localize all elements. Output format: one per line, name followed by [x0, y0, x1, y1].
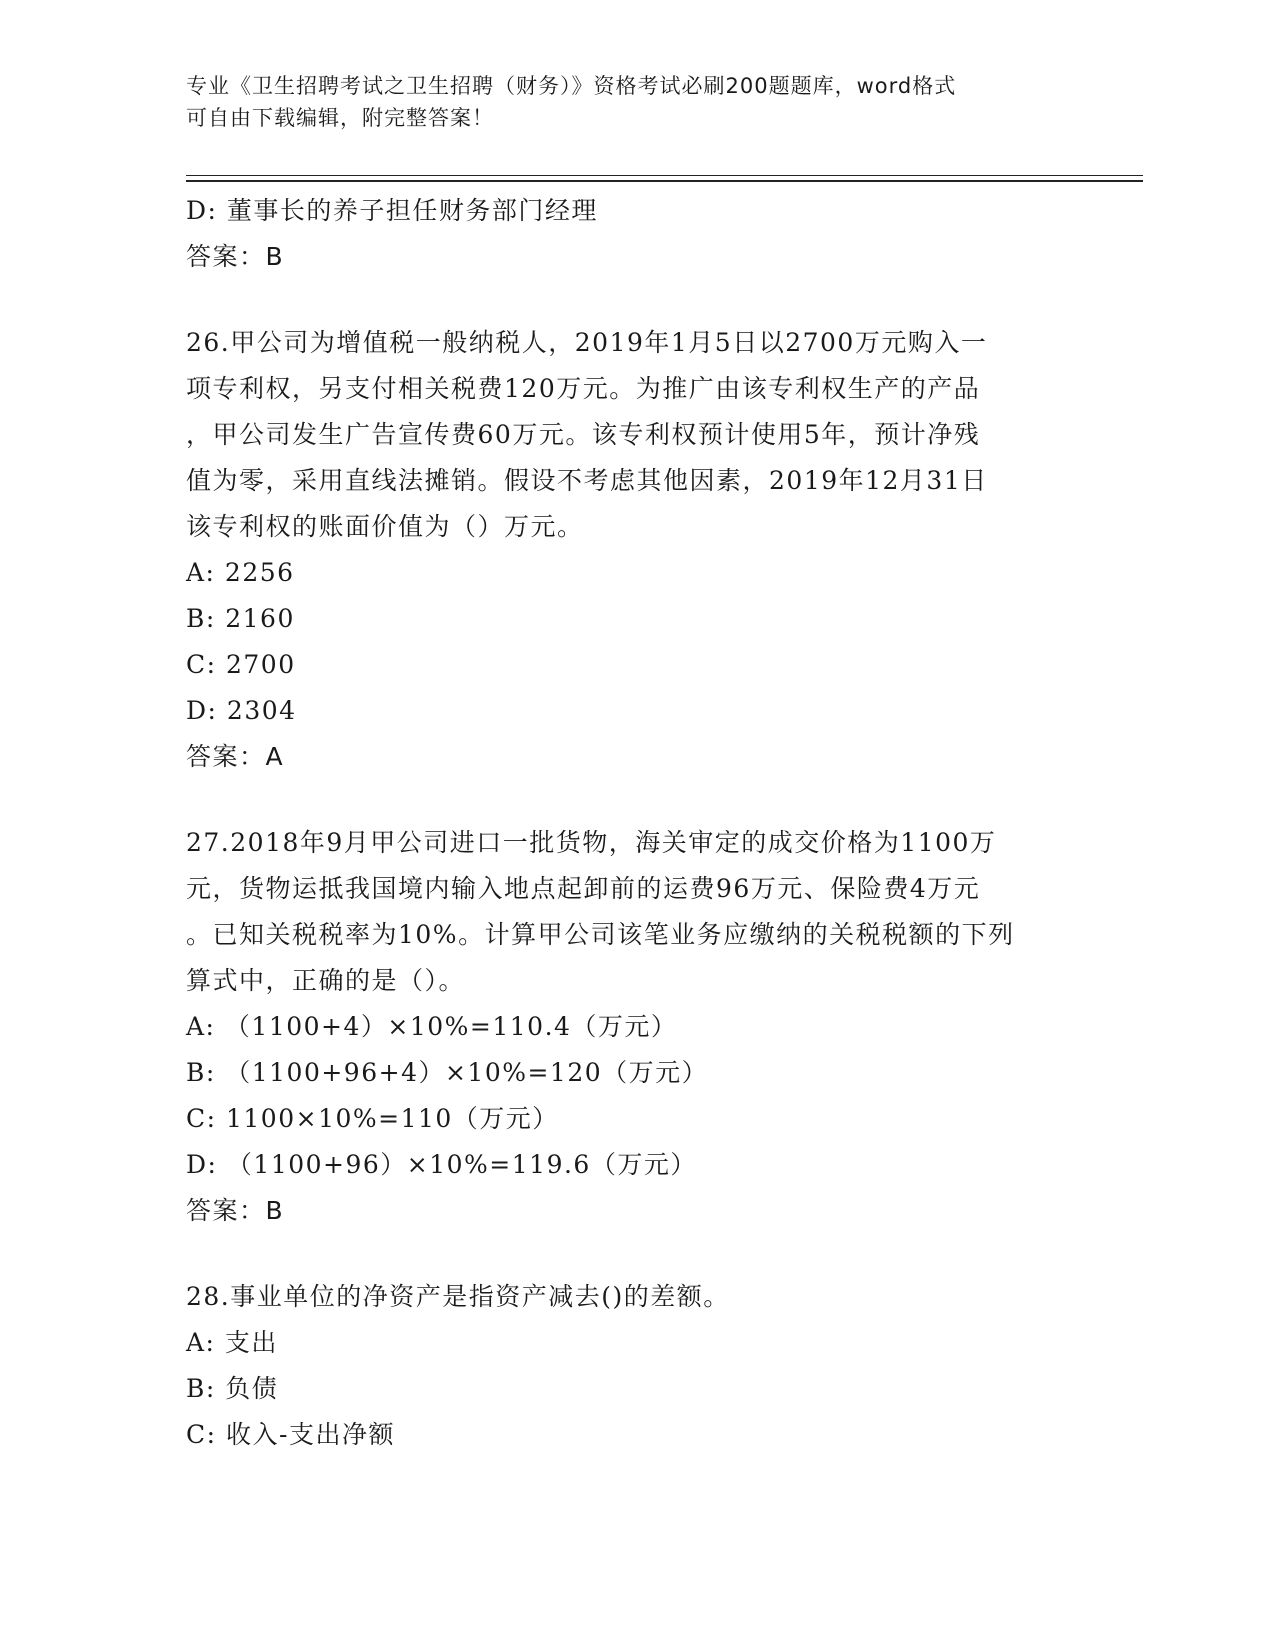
- question-stem-line: 算式中，正确的是（）。: [186, 966, 466, 995]
- spacer: [186, 1234, 1086, 1274]
- answer-line: 答案：A: [186, 742, 285, 771]
- option-c: C: 2700: [186, 650, 296, 679]
- question-stem-line: 。已知关税税率为10%。计算甲公司该笔业务应缴纳的关税税额的下列: [186, 920, 1015, 949]
- header-rule-thin: [186, 175, 1143, 176]
- header-title-line-1: 专业《卫生招聘考试之卫生招聘（财务）》资格考试必刷200题题库，word格式: [186, 74, 957, 98]
- option-d: D: 董事长的养子担任财务部门经理: [186, 196, 598, 225]
- header-rule-thick: [186, 180, 1143, 182]
- question-stem-line: 值为零，采用直线法摊销。假设不考虑其他因素，2019年12月31日: [186, 466, 988, 495]
- question-stem-line: 该专利权的账面价值为（）万元。: [186, 512, 584, 541]
- question-stem-line: 28.事业单位的净资产是指资产减去()的差额。: [186, 1282, 730, 1311]
- answer-line: 答案：B: [186, 1196, 285, 1225]
- option-a: A: 支出: [186, 1328, 278, 1357]
- spacer: [186, 780, 1086, 820]
- question-25-tail: [186, 188, 1086, 280]
- option-d: D: 2304: [186, 696, 297, 725]
- option-c: C: 收入-支出净额: [186, 1420, 395, 1449]
- option-b: B: 负债: [186, 1374, 279, 1403]
- question-stem-line: 27.2018年9月甲公司进口一批货物，海关审定的成交价格为1100万: [186, 828, 997, 857]
- question-stem-line: ，甲公司发生广告宣传费60万元。该专利权预计使用5年，预计净残: [186, 420, 981, 449]
- header-title-line-2: 可自由下载编辑，附完整答案！: [186, 106, 494, 130]
- question-28: [186, 1274, 1086, 1458]
- answer-line: 答案：B: [186, 242, 285, 271]
- option-a: A: 2256: [186, 558, 295, 587]
- page-header: [186, 70, 1086, 134]
- question-26: [186, 320, 1086, 780]
- question-27: [186, 820, 1086, 1234]
- option-c: C: 1100×10%=110（万元）: [186, 1104, 559, 1133]
- document-body: [186, 188, 1086, 1458]
- question-stem-line: 项专利权，另支付相关税费120万元。为推广由该专利权生产的产品: [186, 374, 981, 403]
- option-b: B: 2160: [186, 604, 295, 633]
- option-a: A: （1100+4）×10%=110.4（万元）: [186, 1012, 678, 1041]
- question-stem-line: 26.甲公司为增值税一般纳税人，2019年1月5日以2700万元购入一: [186, 328, 988, 357]
- spacer: [186, 280, 1086, 320]
- option-d: D: （1100+96）×10%=119.6（万元）: [186, 1150, 697, 1179]
- question-stem-line: 元，货物运抵我国境内输入地点起卸前的运费96万元、保险费4万元: [186, 874, 981, 903]
- option-b: B: （1100+96+4）×10%=120（万元）: [186, 1058, 709, 1087]
